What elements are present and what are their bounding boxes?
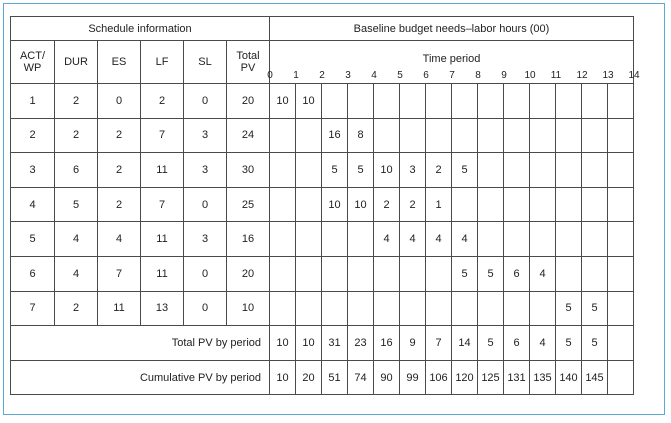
- period-cell: [504, 118, 530, 153]
- total-pv-row: [11, 326, 634, 361]
- period-total-cell: 145: [582, 360, 608, 395]
- period-cell: [530, 222, 556, 257]
- period-cell: [582, 256, 608, 291]
- period-cell: [322, 84, 348, 119]
- period-cell: 5: [452, 256, 478, 291]
- total-pv-cell: 10: [227, 291, 270, 326]
- lf-cell: 11: [141, 153, 184, 188]
- total-pv-label-line2: PV: [240, 62, 256, 74]
- period-total-cell: 10: [270, 326, 296, 361]
- period-cell: 10: [270, 84, 296, 119]
- dur-cell: 2: [55, 118, 98, 153]
- period-cell: [556, 256, 582, 291]
- activity-row: [11, 153, 634, 188]
- total-pv-cell: 30: [227, 153, 270, 188]
- period-cell: 5: [322, 153, 348, 188]
- act-wp-label-line1: ACT/: [19, 50, 46, 62]
- total-pv-cell: 24: [227, 118, 270, 153]
- period-cell: 3: [400, 153, 426, 188]
- lf-header: LF: [141, 41, 184, 84]
- period-cell: [582, 187, 608, 222]
- period-cell: 16: [322, 118, 348, 153]
- es-cell: 11: [98, 291, 141, 326]
- total-pv-cell: 25: [227, 187, 270, 222]
- sl-header: SL: [184, 41, 227, 84]
- period-cell: [608, 187, 634, 222]
- total-pv-label-line1: Total: [236, 50, 260, 62]
- period-cell: [296, 118, 322, 153]
- period-cell: [400, 118, 426, 153]
- period-cell: [478, 187, 504, 222]
- time-tick-label: 7: [449, 70, 455, 81]
- period-cell: [348, 222, 374, 257]
- period-cell: [504, 153, 530, 188]
- period-total-cell: 125: [478, 360, 504, 395]
- period-cell: [400, 256, 426, 291]
- activity-row: [11, 118, 634, 153]
- dur-cell: 2: [55, 291, 98, 326]
- sl-cell: 0: [184, 256, 227, 291]
- period-cell: [504, 222, 530, 257]
- activity-row: [11, 84, 634, 119]
- period-cell: [452, 291, 478, 326]
- period-cell: [452, 118, 478, 153]
- period-total-cell: [608, 360, 634, 395]
- dur-cell: 5: [55, 187, 98, 222]
- time-tick-label: 3: [345, 70, 351, 81]
- period-cell: [296, 291, 322, 326]
- period-total-cell: 20: [296, 360, 322, 395]
- period-total-cell: 5: [478, 326, 504, 361]
- period-cell: [582, 118, 608, 153]
- total-pv-header: [227, 41, 270, 84]
- period-total-cell: 14: [452, 326, 478, 361]
- sl-cell: 0: [184, 84, 227, 119]
- period-cell: 5: [582, 291, 608, 326]
- period-cell: [270, 118, 296, 153]
- time-tick-label: 11: [550, 70, 562, 81]
- period-cell: [400, 291, 426, 326]
- period-cell: [556, 222, 582, 257]
- period-cell: [322, 222, 348, 257]
- period-cell: [582, 222, 608, 257]
- dur-header: DUR: [55, 41, 98, 84]
- es-header: ES: [98, 41, 141, 84]
- sl-cell: 3: [184, 153, 227, 188]
- act-cell: 7: [11, 291, 55, 326]
- schedule-info-header: Schedule information: [11, 17, 270, 41]
- time-tick-label: 5: [397, 70, 403, 81]
- period-total-cell: [608, 326, 634, 361]
- period-cell: [582, 153, 608, 188]
- time-period-header: [267, 41, 640, 84]
- period-total-cell: 23: [348, 326, 374, 361]
- period-total-cell: 51: [322, 360, 348, 395]
- period-cell: [478, 222, 504, 257]
- period-cell: [348, 256, 374, 291]
- time-tick-label: 6: [423, 70, 429, 81]
- period-cell: 5: [556, 291, 582, 326]
- period-cell: [608, 256, 634, 291]
- period-cell: [296, 187, 322, 222]
- period-cell: [270, 187, 296, 222]
- period-cell: [348, 84, 374, 119]
- sl-cell: 0: [184, 291, 227, 326]
- period-total-cell: 131: [504, 360, 530, 395]
- period-cell: [400, 84, 426, 119]
- act-cell: 1: [11, 84, 55, 119]
- period-total-cell: 5: [556, 326, 582, 361]
- cumulative-pv-row: [11, 360, 634, 395]
- period-cell: [556, 118, 582, 153]
- lf-cell: 2: [141, 84, 184, 119]
- act-cell: 3: [11, 153, 55, 188]
- period-cell: 4: [452, 222, 478, 257]
- activity-row: [11, 222, 634, 257]
- period-cell: 6: [504, 256, 530, 291]
- time-tick-label: 4: [371, 70, 377, 81]
- period-cell: [504, 187, 530, 222]
- time-tick-label: 9: [501, 70, 507, 81]
- lf-cell: 11: [141, 256, 184, 291]
- period-cell: [608, 84, 634, 119]
- period-cell: [270, 256, 296, 291]
- period-cell: [374, 291, 400, 326]
- period-cell: 10: [348, 187, 374, 222]
- time-tick-label: 10: [524, 70, 536, 81]
- dur-cell: 6: [55, 153, 98, 188]
- time-tick-label: 2: [319, 70, 325, 81]
- period-cell: [270, 153, 296, 188]
- period-cell: [556, 84, 582, 119]
- schedule-table: [10, 16, 640, 395]
- period-total-cell: 74: [348, 360, 374, 395]
- period-total-cell: 6: [504, 326, 530, 361]
- total-pv-cell: 20: [227, 256, 270, 291]
- period-cell: [530, 153, 556, 188]
- period-cell: 10: [296, 84, 322, 119]
- act-cell: 4: [11, 187, 55, 222]
- act-cell: 5: [11, 222, 55, 257]
- period-cell: [322, 291, 348, 326]
- period-total-cell: 10: [296, 326, 322, 361]
- es-cell: 0: [98, 84, 141, 119]
- period-cell: [478, 84, 504, 119]
- period-cell: [608, 118, 634, 153]
- period-total-cell: 99: [400, 360, 426, 395]
- time-tick-label: 1: [293, 70, 299, 81]
- period-cell: 5: [452, 153, 478, 188]
- period-total-cell: 5: [582, 326, 608, 361]
- period-total-cell: 4: [530, 326, 556, 361]
- lf-cell: 13: [141, 291, 184, 326]
- activity-row: [11, 256, 634, 291]
- period-cell: [556, 187, 582, 222]
- period-total-cell: 90: [374, 360, 400, 395]
- sl-cell: 3: [184, 118, 227, 153]
- time-tick-label: 8: [475, 70, 481, 81]
- es-cell: 4: [98, 222, 141, 257]
- period-cell: [322, 256, 348, 291]
- act-wp-label-line2: WP: [23, 62, 42, 74]
- time-tick-label: 14: [628, 70, 640, 81]
- period-cell: 4: [426, 222, 452, 257]
- period-cell: [608, 291, 634, 326]
- period-cell: 5: [478, 256, 504, 291]
- sl-cell: 0: [184, 187, 227, 222]
- period-cell: [478, 118, 504, 153]
- act-wp-header: [11, 41, 55, 84]
- period-cell: [530, 84, 556, 119]
- period-total-cell: 9: [400, 326, 426, 361]
- total-pv-cell: 20: [227, 84, 270, 119]
- es-cell: 2: [98, 153, 141, 188]
- period-cell: [426, 84, 452, 119]
- lf-cell: 11: [141, 222, 184, 257]
- period-cell: [504, 84, 530, 119]
- time-period-title: Time period: [422, 53, 481, 65]
- period-cell: 4: [374, 222, 400, 257]
- period-cell: [452, 84, 478, 119]
- period-cell: [426, 291, 452, 326]
- period-cell: [556, 153, 582, 188]
- act-cell: 6: [11, 256, 55, 291]
- period-total-cell: 135: [530, 360, 556, 395]
- dur-cell: 2: [55, 84, 98, 119]
- period-total-cell: 140: [556, 360, 582, 395]
- period-cell: [348, 291, 374, 326]
- time-tick-label: 13: [602, 70, 614, 81]
- period-cell: [582, 84, 608, 119]
- period-total-cell: 120: [452, 360, 478, 395]
- total-pv-cell: 16: [227, 222, 270, 257]
- period-cell: 5: [348, 153, 374, 188]
- cumulative-pv-row-label: Cumulative PV by period: [11, 360, 270, 395]
- period-total-cell: 106: [426, 360, 452, 395]
- lf-cell: 7: [141, 118, 184, 153]
- period-cell: [374, 84, 400, 119]
- period-total-cell: 7: [426, 326, 452, 361]
- lf-cell: 7: [141, 187, 184, 222]
- baseline-budget-header: Baseline budget needs–labor hours (00): [270, 17, 634, 41]
- dur-cell: 4: [55, 256, 98, 291]
- es-cell: 2: [98, 187, 141, 222]
- period-cell: [478, 291, 504, 326]
- sl-cell: 3: [184, 222, 227, 257]
- time-tick-label: 0: [267, 70, 273, 81]
- period-cell: [530, 291, 556, 326]
- period-cell: [608, 222, 634, 257]
- period-cell: 8: [348, 118, 374, 153]
- period-cell: 2: [426, 153, 452, 188]
- period-cell: 10: [374, 153, 400, 188]
- period-cell: 4: [530, 256, 556, 291]
- total-pv-row-label: Total PV by period: [11, 326, 270, 361]
- period-cell: [426, 118, 452, 153]
- period-total-cell: 31: [322, 326, 348, 361]
- period-cell: 2: [374, 187, 400, 222]
- period-cell: [530, 118, 556, 153]
- period-cell: [478, 153, 504, 188]
- period-cell: 1: [426, 187, 452, 222]
- period-cell: [270, 291, 296, 326]
- period-cell: [374, 256, 400, 291]
- period-cell: 2: [400, 187, 426, 222]
- period-cell: 4: [400, 222, 426, 257]
- time-tick-label: 12: [576, 70, 588, 81]
- es-cell: 2: [98, 118, 141, 153]
- period-cell: [504, 291, 530, 326]
- activity-row: [11, 291, 634, 326]
- period-total-cell: 10: [270, 360, 296, 395]
- act-cell: 2: [11, 118, 55, 153]
- period-cell: [530, 187, 556, 222]
- period-cell: [296, 222, 322, 257]
- es-cell: 7: [98, 256, 141, 291]
- period-cell: [296, 153, 322, 188]
- period-cell: [270, 222, 296, 257]
- period-cell: [452, 187, 478, 222]
- period-cell: [426, 256, 452, 291]
- period-total-cell: 16: [374, 326, 400, 361]
- period-cell: 10: [322, 187, 348, 222]
- period-cell: [296, 256, 322, 291]
- period-cell: [608, 153, 634, 188]
- activity-row: [11, 187, 634, 222]
- period-cell: [374, 118, 400, 153]
- dur-cell: 4: [55, 222, 98, 257]
